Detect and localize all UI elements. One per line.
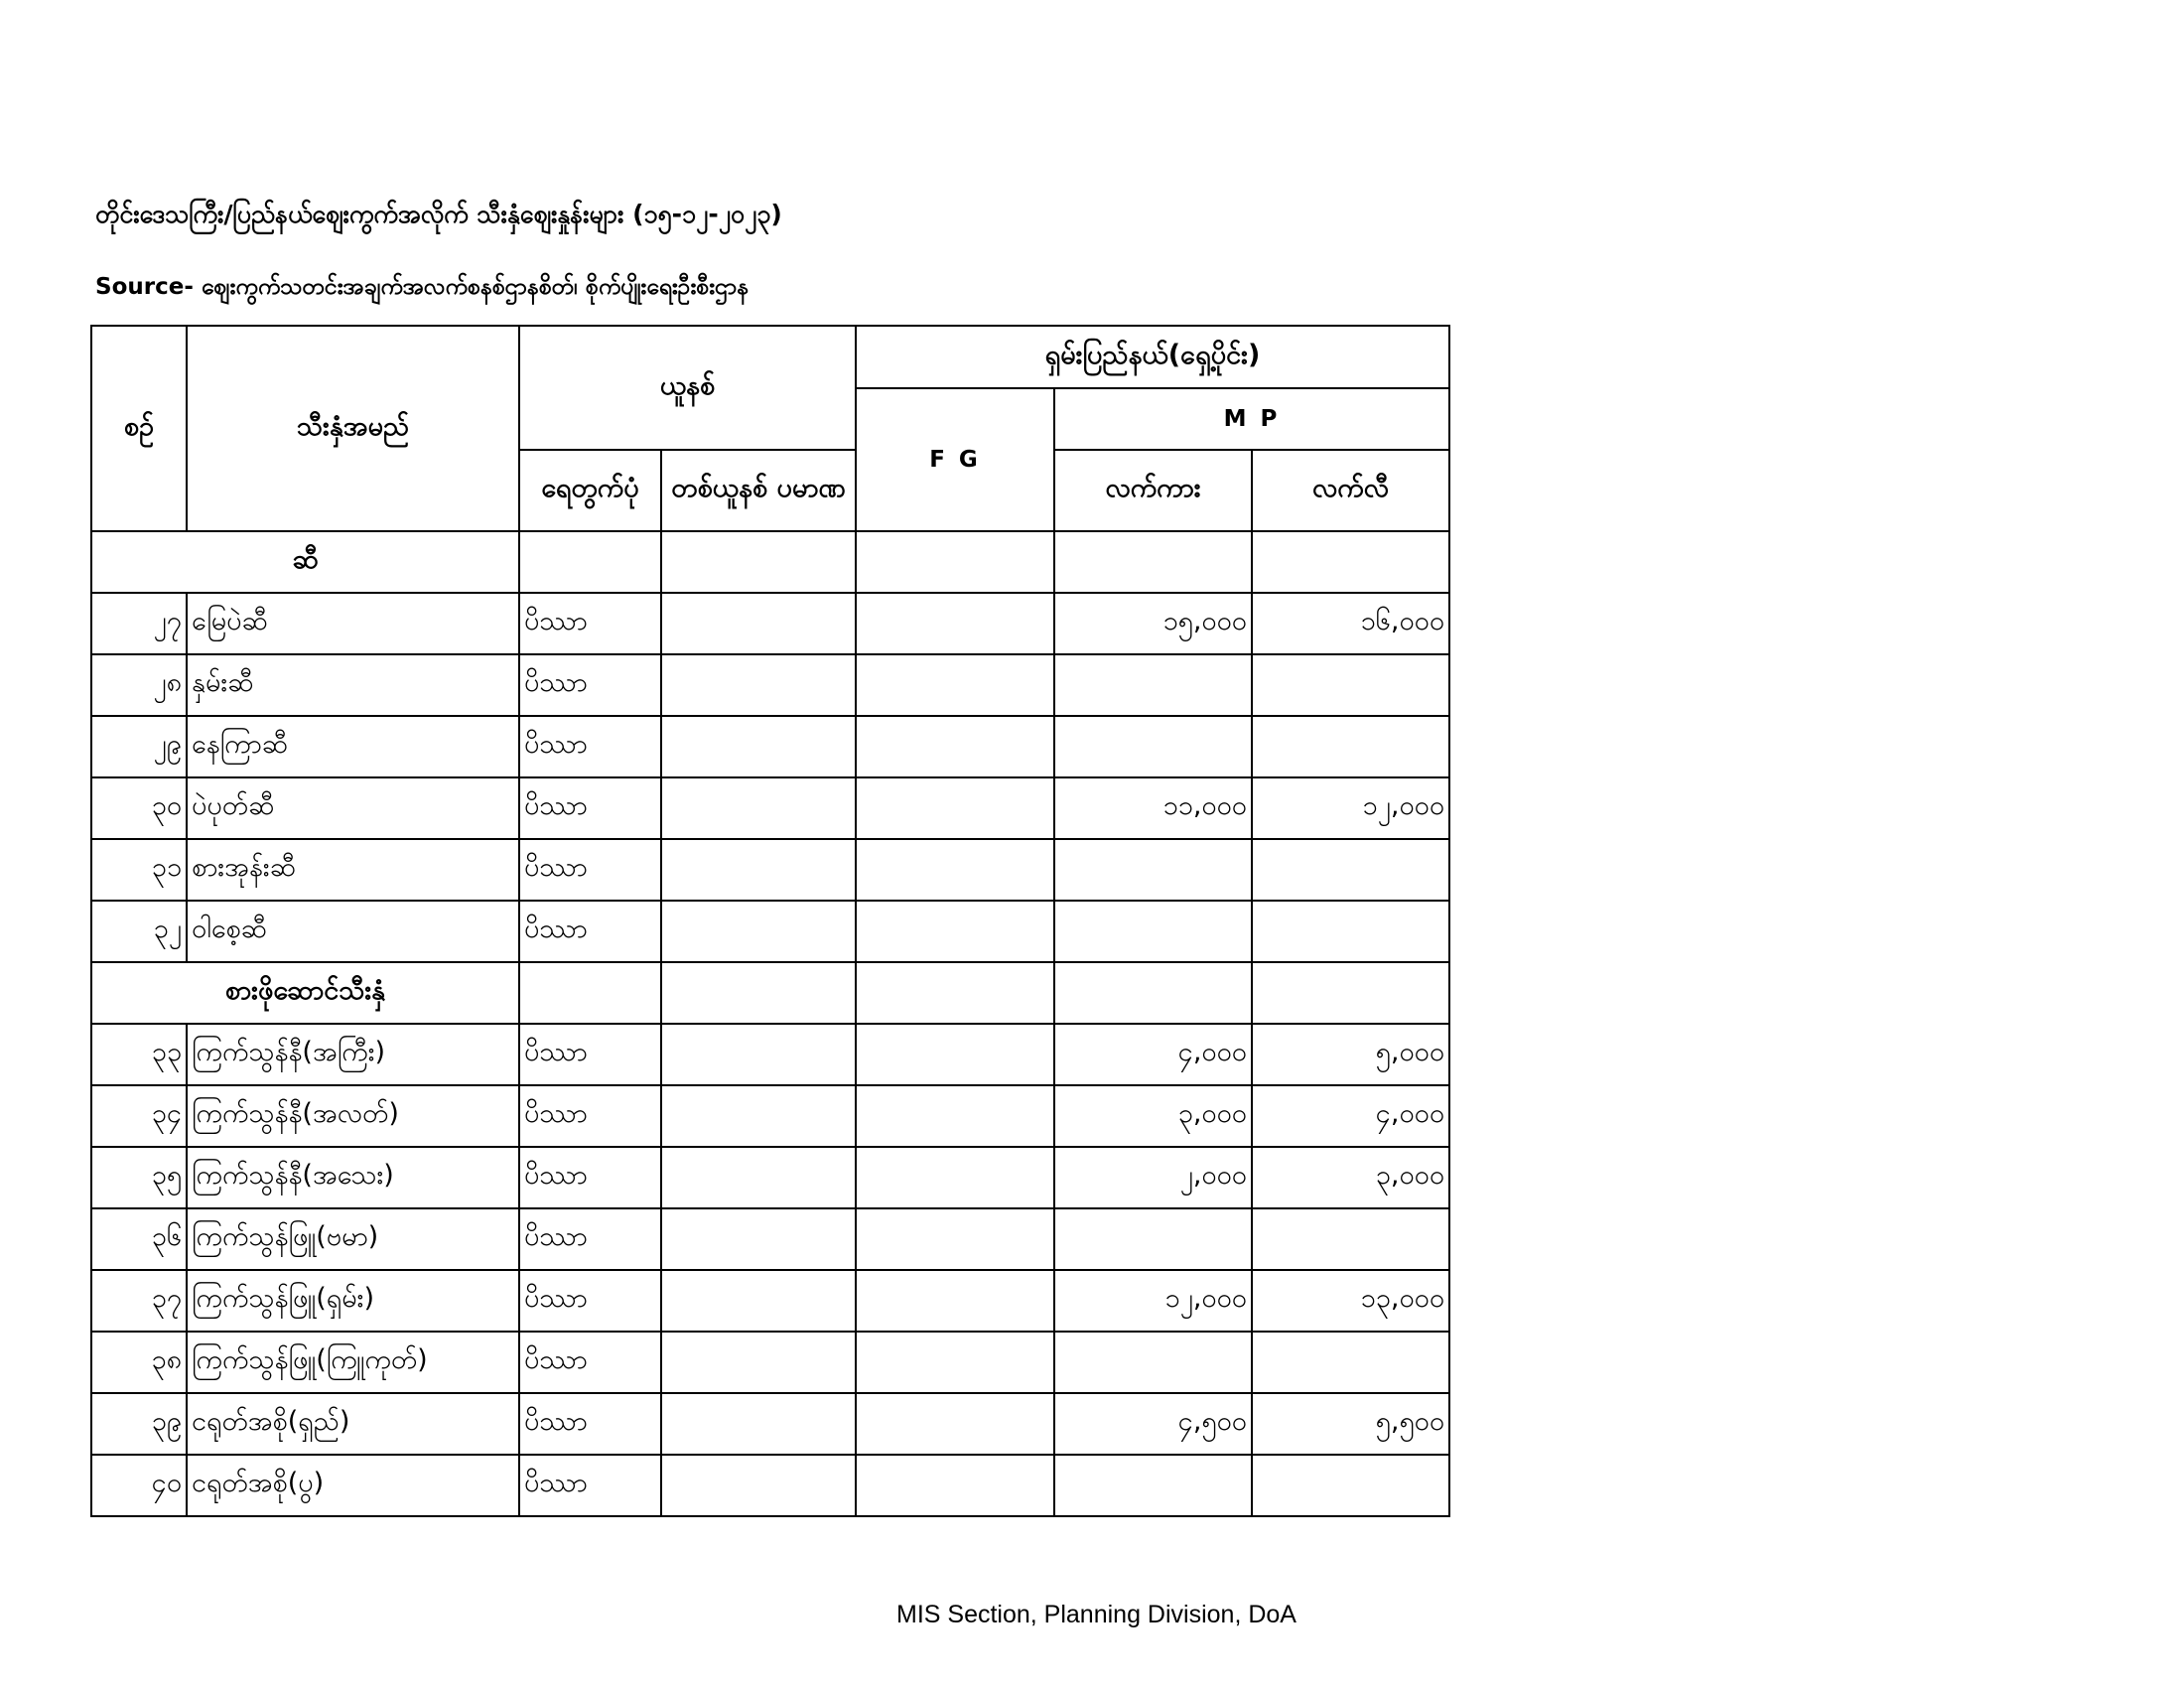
unit: ပိဿာ [519,839,661,901]
table-row [91,1270,1449,1332]
row-number: ၃၆ [91,1208,187,1270]
table-row [91,777,1449,839]
fg-price [856,593,1054,654]
fg-price [856,1085,1054,1147]
unit-qty [661,777,856,839]
wholesale-price: ၄,၅၀၀ [1054,1393,1252,1455]
fg-price [856,1332,1054,1393]
table-row [91,1208,1449,1270]
table-row [91,1393,1449,1455]
row-number: ၃၉ [91,1393,187,1455]
header-region: ရှမ်းပြည်နယ်(ရှေ့ပိုင်း) [856,326,1449,388]
row-number: ၃၀ [91,777,187,839]
crop-name: နေကြာဆီ [187,716,519,777]
crop-name: ကြက်သွန်နီ(အလတ်) [187,1085,519,1147]
retail-price: ၃,၀၀၀ [1252,1147,1449,1208]
table-row [91,839,1449,901]
fg-price [856,1147,1054,1208]
unit: ပိဿာ [519,654,661,716]
table-header [91,326,1449,531]
table-row [91,1332,1449,1393]
table-row [91,654,1449,716]
wholesale-price: ၄,၀၀၀ [1054,1024,1252,1085]
wholesale-price: ၁၂,၀၀၀ [1054,1270,1252,1332]
row-number: ၂၉ [91,716,187,777]
unit-qty [661,593,856,654]
unit: ပိဿာ [519,593,661,654]
row-number: ၃၁ [91,839,187,901]
footer-credit: MIS Section, Planning Division, DoA [896,1601,1297,1628]
price-table [90,325,1450,1517]
unit-qty [661,1393,856,1455]
header-retail: လက်လီ [1252,450,1449,531]
unit-qty [661,901,856,962]
fg-price [856,1024,1054,1085]
fg-price [856,1455,1054,1516]
row-number: ၃၄ [91,1085,187,1147]
unit: ပိဿာ [519,1455,661,1516]
retail-price [1252,1332,1449,1393]
wholesale-price: ၃,၀၀၀ [1054,1085,1252,1147]
unit: ပိဿာ [519,716,661,777]
wholesale-price [1054,654,1252,716]
section-row-kitchen-crops [91,962,1449,1024]
crop-name: ကြက်သွန်နီ(အသေး) [187,1147,519,1208]
table-row [91,1085,1449,1147]
retail-price [1252,716,1449,777]
crop-name: ကြက်သွန်ဖြူ(ဗမာ) [187,1208,519,1270]
unit-qty [661,1332,856,1393]
fg-price [856,1270,1054,1332]
retail-price [1252,1455,1449,1516]
row-number: ၃၈ [91,1332,187,1393]
retail-price: ၁၂,၀၀၀ [1252,777,1449,839]
header-local-unit: ရေတွက်ပုံ [519,450,661,531]
unit: ပိဿာ [519,901,661,962]
table-row [91,1455,1449,1516]
retail-price: ၄,၀၀၀ [1252,1085,1449,1147]
unit: ပိဿာ [519,1147,661,1208]
row-number: ၄၀ [91,1455,187,1516]
unit-qty [661,1147,856,1208]
row-number: ၃၂ [91,901,187,962]
header-crop-name: သီးနှံအမည် [187,326,519,531]
table-body [91,531,1449,1516]
row-number: ၂၇ [91,593,187,654]
crop-name: ကြက်သွန်ဖြူ(ကြူကုတ်) [187,1332,519,1393]
crop-name: ကြက်သွန်ဖြူ(ရှမ်း) [187,1270,519,1332]
crop-name: ပဲပုတ်ဆီ [187,777,519,839]
header-unit-per-kg: တစ်ယူနစ် ပမာဏ [661,450,856,531]
table-row [91,716,1449,777]
wholesale-price: ၁၅,၀၀၀ [1054,593,1252,654]
unit: ပိဿာ [519,1085,661,1147]
crop-name: ဝါစေ့ဆီ [187,901,519,962]
fg-price [856,839,1054,901]
unit-qty [661,1085,856,1147]
table-row [91,1024,1449,1085]
table-row [91,593,1449,654]
crop-name: ငရုတ်အစို(ပွ) [187,1455,519,1516]
fg-price [856,1393,1054,1455]
table-row [91,1147,1449,1208]
retail-price: ၅,၀၀၀ [1252,1024,1449,1085]
row-number: ၃၃ [91,1024,187,1085]
table-row [91,901,1449,962]
header-wholesale: လက်ကား [1054,450,1252,531]
retail-price: ၅,၅၀၀ [1252,1393,1449,1455]
unit-qty [661,716,856,777]
row-number: ၂၈ [91,654,187,716]
retail-price [1252,654,1449,716]
wholesale-price [1054,716,1252,777]
unit: ပိဿာ [519,1024,661,1085]
unit-qty [661,1270,856,1332]
wholesale-price: ၂,၀၀၀ [1054,1147,1252,1208]
crop-name: နှမ်းဆီ [187,654,519,716]
section-label: စားဖိုဆောင်သီးနှံ [91,962,519,1024]
section-label: ဆီ [91,531,519,593]
fg-price [856,716,1054,777]
wholesale-price [1054,1455,1252,1516]
unit: ပိဿာ [519,1208,661,1270]
unit-qty [661,839,856,901]
unit: ပိဿာ [519,1393,661,1455]
header-fg: F G [856,388,1054,531]
retail-price [1252,839,1449,901]
header-unit-group: ယူနစ် [519,326,856,450]
fg-price [856,777,1054,839]
retail-price [1252,1208,1449,1270]
wholesale-price [1054,1332,1252,1393]
unit-qty [661,1208,856,1270]
row-number: ၃၇ [91,1270,187,1332]
document-title: တိုင်းဒေသကြီး/ပြည်နယ်ဈေးကွက်အလိုက် သီးနှံဈေးနှုန်းများ (၁၅-၁၂-၂၀၂၃) [95,200,782,228]
crop-name: ငရုတ်အစို(ရှည်) [187,1393,519,1455]
unit-qty [661,1024,856,1085]
unit: ပိဿာ [519,777,661,839]
crop-name: စားအုန်းဆီ [187,839,519,901]
source-line: Source- ဈေးကွက်သတင်းအချက်အလက်စနစ်ဌာနစိတ်၊ စိုက်ပျိုးရေးဦးစီးဌာန [95,274,750,300]
crop-name: မြေပဲဆီ [187,593,519,654]
retail-price: ၁၆,၀၀၀ [1252,593,1449,654]
wholesale-price [1054,839,1252,901]
header-mp: M P [1054,388,1449,450]
wholesale-price [1054,1208,1252,1270]
row-number: ၃၅ [91,1147,187,1208]
fg-price [856,654,1054,716]
unit-qty [661,654,856,716]
section-row-oil [91,531,1449,593]
unit-qty [661,1455,856,1516]
wholesale-price [1054,901,1252,962]
unit: ပိဿာ [519,1270,661,1332]
retail-price [1252,901,1449,962]
header-serial: စဉ် [91,326,187,531]
retail-price: ၁၃,၀၀၀ [1252,1270,1449,1332]
fg-price [856,901,1054,962]
fg-price [856,1208,1054,1270]
crop-name: ကြက်သွန်နီ(အကြီး) [187,1024,519,1085]
unit: ပိဿာ [519,1332,661,1393]
wholesale-price: ၁၁,၀၀၀ [1054,777,1252,839]
